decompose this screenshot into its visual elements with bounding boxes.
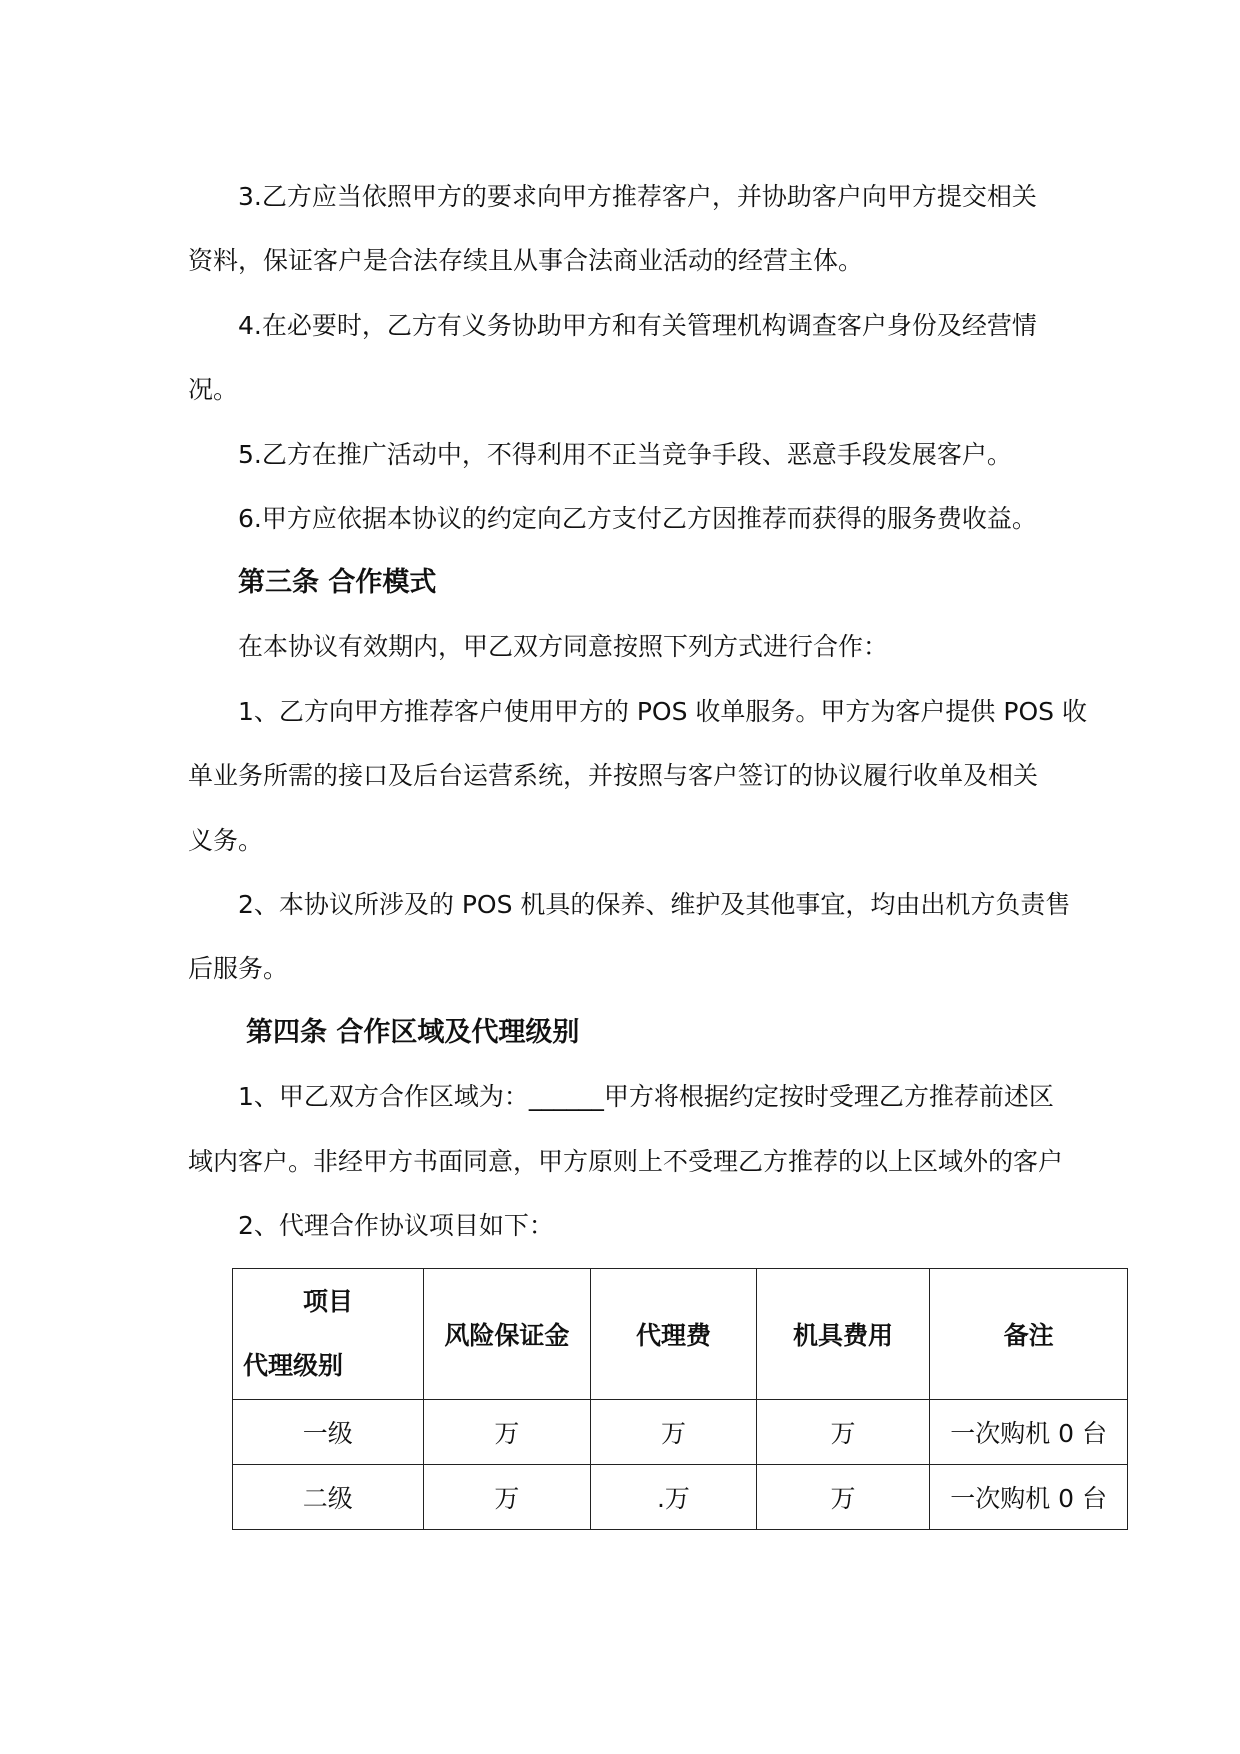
section-4-heading: 第四条 合作区域及代理级别	[246, 1017, 580, 1048]
section-3-item-2-line-1: 2、本协议所涉及的 POS 机具的保养、维护及其他事宜，均由出机方负责售	[238, 890, 1071, 919]
cell-deposit: 万	[423, 1400, 591, 1465]
section-4-item-1-line-2: 域内客户。非经甲方书面同意，甲方原则上不受理乙方推荐的以上区域外的客户	[188, 1147, 1064, 1176]
section-4-item-2-line-1: 2、代理合作协议项目如下：	[238, 1211, 554, 1240]
cell-level: 一级	[233, 1400, 424, 1465]
cell-level: 二级	[233, 1465, 424, 1530]
cell-agency-fee: 万	[591, 1400, 757, 1465]
cell-remark: 一次购机 0 台	[930, 1465, 1128, 1530]
cell-deposit: 万	[423, 1465, 591, 1530]
cell-agency-fee: .万	[591, 1465, 757, 1530]
section-3-item-1-line-1: 1、乙方向甲方推荐客户使用甲方的 POS 收单服务。甲方为客户提供 POS 收	[238, 697, 1087, 726]
paragraph-4-line-2: 况。	[188, 375, 239, 404]
section-3-intro: 在本协议有效期内，甲乙双方同意按照下列方式进行合作：	[238, 632, 889, 661]
section-3-item-1-line-2: 单业务所需的接口及后台运营系统，并按照与客户签订的协议履行收单及相关	[188, 761, 1039, 790]
corner-label-item: 项目	[303, 1287, 354, 1316]
table-corner-cell	[233, 1269, 424, 1400]
section-3-item-2-line-2: 后服务。	[188, 954, 289, 983]
paragraph-6: 6.甲方应依据本协议的约定向乙方支付乙方因推荐而获得的服务费收益。	[238, 504, 1037, 533]
cell-machine-fee: 万	[756, 1400, 930, 1465]
section-4-item-1-line-1: 1、甲乙双方合作区域为：______甲方将根据约定按时受理乙方推荐前述区	[238, 1082, 1054, 1111]
header-deposit: 风险保证金	[423, 1269, 591, 1400]
header-agency-fee: 代理费	[591, 1269, 757, 1400]
section-3-item-1-line-3: 义务。	[188, 826, 264, 855]
table-row	[233, 1465, 1128, 1530]
agent-level-table	[232, 1268, 1128, 1530]
header-remark: 备注	[930, 1269, 1128, 1400]
paragraph-5: 5.乙方在推广活动中，不得利用不正当竞争手段、恶意手段发展客户。	[238, 440, 1012, 469]
corner-label-level: 代理级别	[243, 1351, 344, 1380]
table-header-row	[233, 1269, 1128, 1400]
cell-remark: 一次购机 0 台	[930, 1400, 1128, 1465]
cell-machine-fee: 万	[756, 1465, 930, 1530]
paragraph-4-line-1: 4.在必要时，乙方有义务协助甲方和有关管理机构调查客户身份及经营情	[238, 311, 1037, 340]
paragraph-3-line-2: 资料，保证客户是合法存续且从事合法商业活动的经营主体。	[188, 246, 864, 275]
section-3-heading: 第三条 合作模式	[238, 567, 437, 598]
header-machine-fee: 机具费用	[756, 1269, 930, 1400]
table-row	[233, 1400, 1128, 1465]
paragraph-3-line-1: 3.乙方应当依照甲方的要求向甲方推荐客户，并协助客户向甲方提交相关	[238, 182, 1037, 211]
